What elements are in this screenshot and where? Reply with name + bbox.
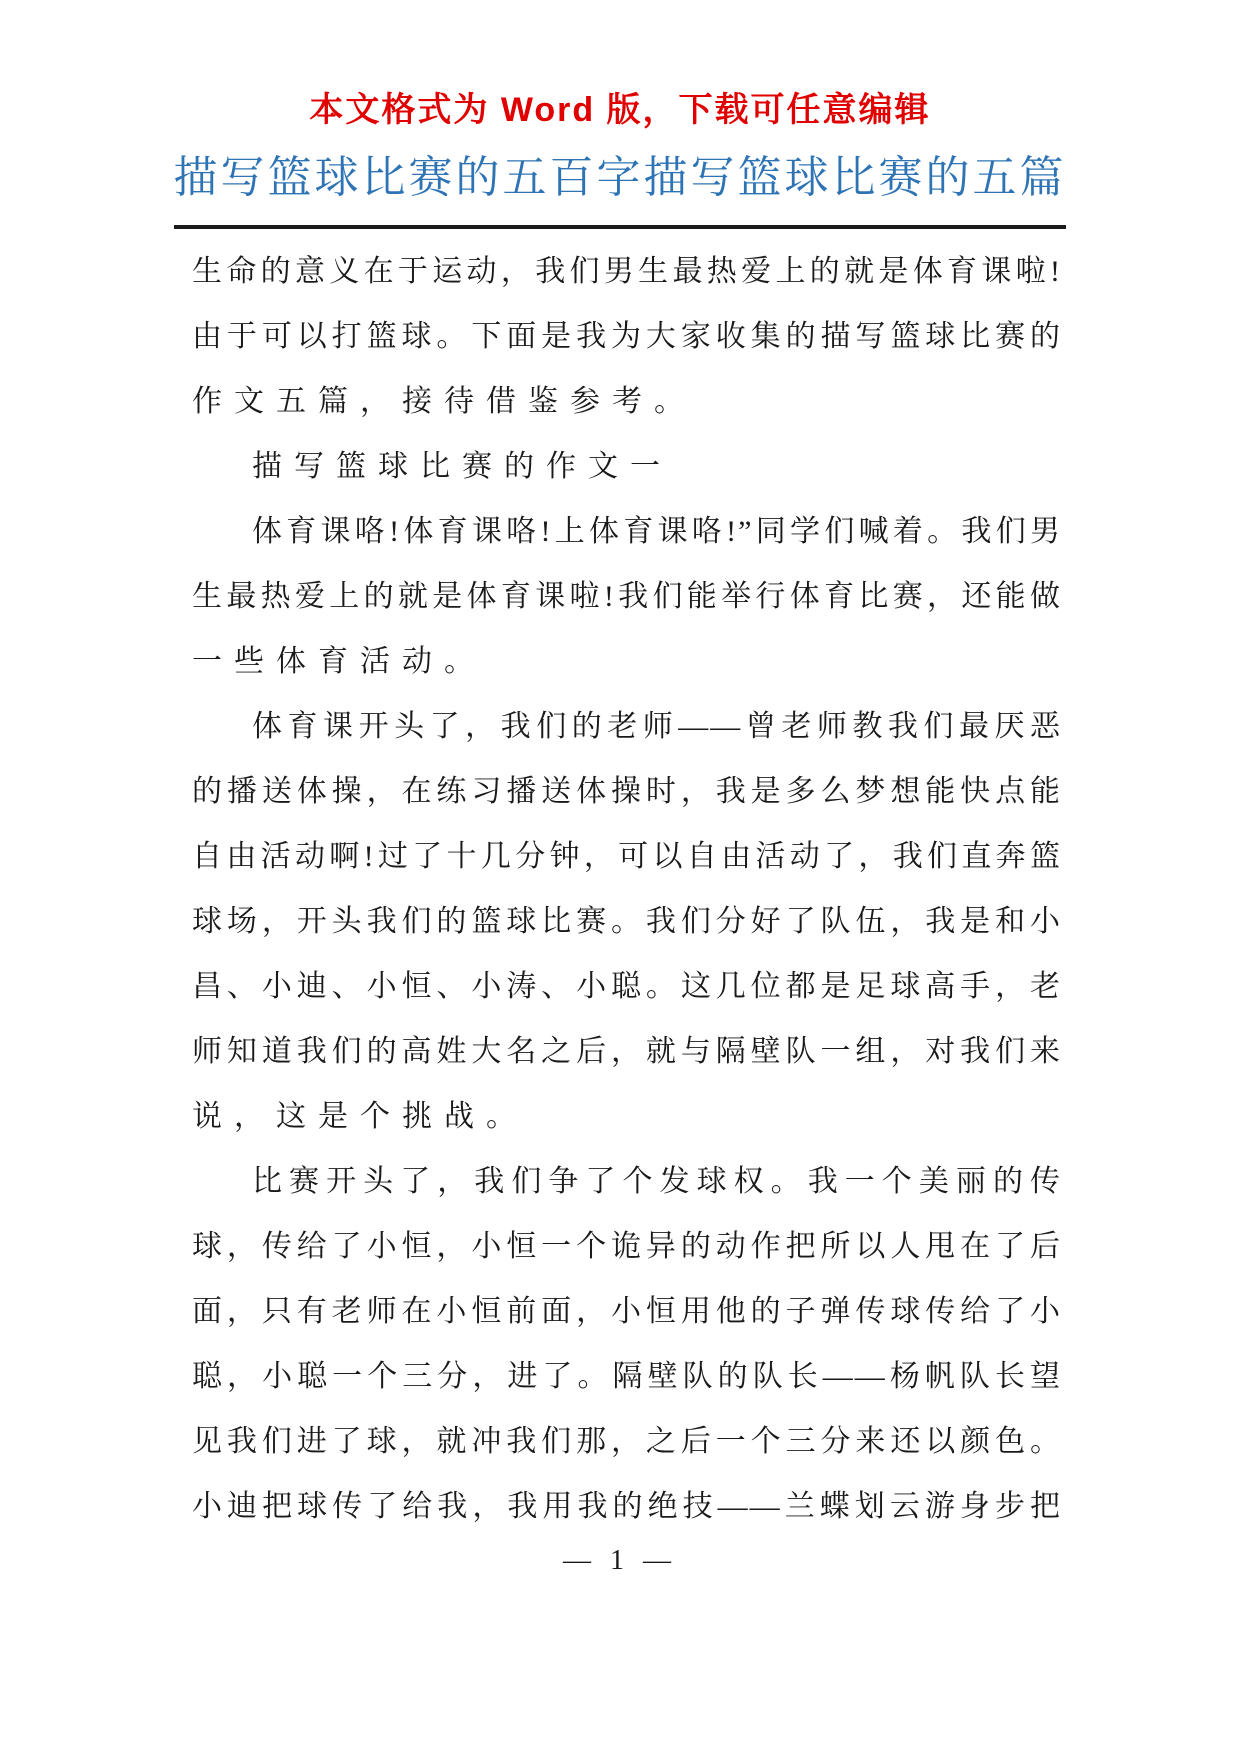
body-line: 聪，小聪一个三分，进了。隔壁队的队长——杨帆队长望	[192, 1360, 1062, 1393]
body-line: 体育课咯!体育课咯!上体育课咯!”同学们喊着。我们男	[252, 515, 1062, 548]
body-line: 的播送体操，在练习播送体操时，我是多么梦想能快点能	[192, 775, 1062, 808]
body-line: 球，传给了小恒，小恒一个诡异的动作把所以人甩在了后	[192, 1230, 1062, 1263]
body-line: 作文五篇，接待借鉴参考。	[192, 385, 696, 418]
body-line: 自由活动啊!过了十几分钟，可以自由活动了，我们直奔篮	[192, 840, 1062, 873]
body-line: 描写篮球比赛的作文一	[252, 450, 672, 483]
body-line: 体育课开头了，我们的老师——曾老师教我们最厌恶	[252, 710, 1062, 743]
body-line: 见我们进了球，就冲我们那，之后一个三分来还以颜色。	[192, 1425, 1062, 1458]
body-line: 昌、小迪、小恒、小涛、小聪。这几位都是足球高手，老	[192, 970, 1062, 1003]
body-line: 生命的意义在于运动，我们男生最热爱上的就是体育课啦!	[192, 255, 1062, 288]
title-divider	[174, 225, 1066, 229]
body-line: 说，这是个挑战。	[192, 1100, 528, 1133]
body-line: 面，只有老师在小恒前面，小恒用他的子弹传球传给了小	[192, 1295, 1062, 1328]
body-line: 一些体育活动。	[192, 645, 486, 678]
body-line: 生最热爱上的就是体育课啦!我们能举行体育比赛，还能做	[192, 580, 1062, 613]
body-line: 比赛开头了，我们争了个发球权。我一个美丽的传	[252, 1165, 1062, 1198]
document-body	[0, 239, 1240, 1539]
page-number: — 1 —	[563, 1545, 677, 1576]
format-notice-text: 本文格式为 Word 版，下载可任意编辑	[309, 91, 931, 129]
body-line: 由于可以打篮球。下面是我为大家收集的描写篮球比赛的	[192, 320, 1062, 353]
page-title: 描写篮球比赛的五百字描写篮球比赛的五篇	[173, 153, 1067, 202]
body-line: 小迪把球传了给我，我用我的绝技——兰蝶划云游身步把	[192, 1490, 1062, 1523]
body-line: 师知道我们的高姓大名之后，就与隔壁队一组，对我们来	[192, 1035, 1062, 1068]
body-line: 球场，开头我们的篮球比赛。我们分好了队伍，我是和小	[192, 905, 1062, 938]
